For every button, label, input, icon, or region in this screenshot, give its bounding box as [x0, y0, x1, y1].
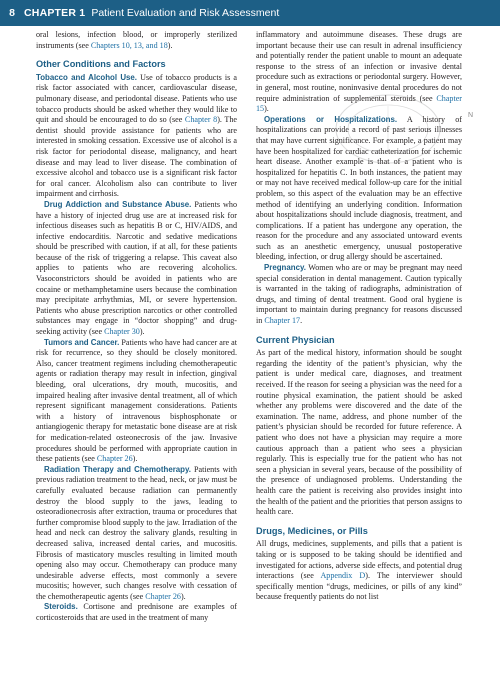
section-heading-current-physician: Current Physician [256, 334, 335, 345]
run-in-heading: Tobacco and Alcohol Use. [36, 72, 138, 82]
chapter-title: Patient Evaluation and Risk Assessment [91, 7, 280, 19]
paragraph: inflammatory and autoimmune diseases. These drugs are important because their use can result in adrenal insufficiency and potentially render the patient unable to mount an adequate response to the stress of an infection or invasive dental procedure such as extractions or periodontal surgery. However, in general, most routine, noninvasive dental procedures do not require administration of supplemental steroids (see Chapter 15). [256, 30, 462, 114]
chapter-header [0, 0, 500, 26]
chapter-link[interactable]: Chapters 10, 13, and 18 [90, 40, 168, 50]
paragraph-drugs: All drugs, medicines, supplements, and pills that a patient is taking or is supposed to be taking should be identified and investigated for actions, adverse side effects, and potential drug interactions (see Appendix D). The interviewer should specifically mention “drugs, medicines, or pills of any kind” because frequently patients do not list [256, 539, 462, 602]
paragraph-operations: Operations or Hospitalizations. A history of hospitalizations can provide a record of past serious illnesses that may have current significance. For example, a patient may have been hospitalized for cardiac catheterization for ischemic heart disease. Another example is that of a patient who is hospitalized for hepatitis C. In both instances, the patient may or may not have received medical follow-up care for the initial problem, so this aspect of the evaluation may be an effective method of identifying an underlying condition. Information about hospitalizations should include diagnosis, treatment, and complications. If a patient has undergone any operation, the reason for the procedure and any associated untoward events such as an anesthetic emergency, unusual postoperative bleeding, infection, or drug allergy should be ascertained. [256, 114, 462, 262]
run-in-heading: Drug Addiction and Substance Abuse. [44, 199, 192, 209]
page-number: 8 [9, 7, 15, 19]
run-in-heading: Radiation Therapy and Chemotherapy. [44, 464, 191, 474]
paragraph: oral lesions, infection blood, or improperly sterilized instruments (see Chapters 10, 13, and 18). [36, 30, 237, 50]
right-column [256, 30, 462, 603]
chapter-link[interactable]: Chapter 17 [264, 316, 301, 326]
run-in-heading: Steroids. [44, 602, 78, 612]
left-column [36, 30, 237, 624]
chapter-link[interactable]: Chapter 15 [256, 93, 462, 114]
paragraph-tumors: Tumors and Cancer. Patients who have had cancer are at risk for recurrence, so they should be closely monitored. Also, cancer treatment regimens including chemotherapeutic agents or radiation therapy may result in infection, gingival bleeding, oral ulcerations, dry mouth, mucositis, and impaired healing after invasive dental treatment, all of which represent significant management considerations. Patients with a history of intravenous bisphosphonate or antiangiogenic therapy for metastatic bone disease are at risk for medication-related osteonecrosis of the jaw. Invasive procedures should be performed with appropriate caution in these patients (see Chapter 26). [36, 337, 238, 464]
paragraph-drug-addiction: Drug Addiction and Substance Abuse. Patients who have a history of injected drug use are at increased risk for infectious diseases such as hepatitis B or C, HIV/AIDS, and infective endocarditis. Narcotic and sedative medications should be prescribed with caution, if at all, for these patients because of the risk of triggering a relapse. This caveat also applies to patients who are recovering alcoholics. Vasoconstrictors should be avoided in patients who are cocaine or methamphetamine users because the combination may precipitate arrhythmias, MI, or severe hypertension. Patients who abuse prescription narcotics or other controlled substances may engage in “doctor shopping” and drug-seeking activity (see Chapter 30). [36, 199, 237, 337]
run-in-heading: Tumors and Cancer. [44, 337, 120, 347]
paragraph-physician: As part of the medical history, information should be sought regarding the identity of the patient’s physician, why the patient is under medical care, diagnoses, and treatment received. If the reason for seeing a physician was the need for a routine physical examination, the patient should be asked whether any problems were discovered and the date of the examination. The name, address, and phone number of the patient’s physician should be recorded for future reference. A patient who does not have a physician may require a more cautious approach than a patient who sees a physician regularly. This is especially true for the patient who has not seen a physician in several years, because of the possibility of the presence of undiagnosed problems. Understanding the health care the patient is receiving also provides insight into the health of the patient and the priorities that person assigns to health care. [256, 348, 462, 517]
appendix-link[interactable]: Appendix D [320, 571, 366, 581]
paragraph-tobacco: Tobacco and Alcohol Use. Use of tobacco products is a risk factor associated with cancer, cardiovascular disease, pulmonary disease, and periodontal disease. Patients who use tobacco products should be asked whether they would like to quit and should be encouraged to do so (see Chapter 8). The dentist should provide assistance for patients who are interested in smoking cessation. Excessive use of alcohol is a risk factor for periodontal disease, malignancy, and heart disease and may lead to liver disease. The combination of excessive alcohol and tobacco use is a significant risk factor for oral cancer. Alcoholism also can contribute to liver impairment and cirrhosis. [36, 72, 237, 199]
chapter-link[interactable]: Chapter 30 [104, 327, 140, 337]
section-heading-drugs: Drugs, Medicines, or Pills [256, 525, 368, 536]
run-in-heading: Operations or Hospitalizations. [264, 114, 398, 124]
chapter-link[interactable]: Chapter 8 [184, 115, 218, 125]
run-in-heading: Pregnancy. [264, 263, 306, 273]
section-heading-other-conditions: Other Conditions and Factors [36, 59, 166, 70]
chapter-label: CHAPTER 1 [24, 7, 86, 19]
paragraph-steroids: Steroids. Cortisone and prednisone are examples of corticosteroids that are used in the treatment of many [36, 602, 237, 623]
margin-mark: N [468, 112, 474, 119]
paragraph-pregnancy: Pregnancy. Women who are or may be pregnant may need special consideration in dental management. Caution typically is warranted in the taking of radiographs, administration of drugs, and timing of dental treatment. Good oral hygiene is important to maintain during pregnancy for reasons discussed in Chapter 17. [256, 263, 462, 326]
chapter-link[interactable]: Chapter 26 [145, 591, 181, 601]
chapter-link[interactable]: Chapter 26 [96, 454, 133, 464]
paragraph-radiation: Radiation Therapy and Chemotherapy. Patients with previous radiation treatment to the head, neck, or jaw must be carefully evaluated because radiation can permanently destroy the blood supply to the jaws, leading to osteoradionecrosis after extraction, trauma or procedures that further compromise blood supply to the jaw. Irradiation of the head and neck can destroy the salivary glands, resulting in decreased saliva, increased dental caries, and mucositis. Fibrosis of masticatory muscles resulting in limited mouth opening also may occur. Chemotherapy can produce many undesirable adverse effects, most commonly a severe mucositis; however, such changes resolve with cessation of the chemotherapeutic agents (see Chapter 26). [36, 464, 237, 601]
